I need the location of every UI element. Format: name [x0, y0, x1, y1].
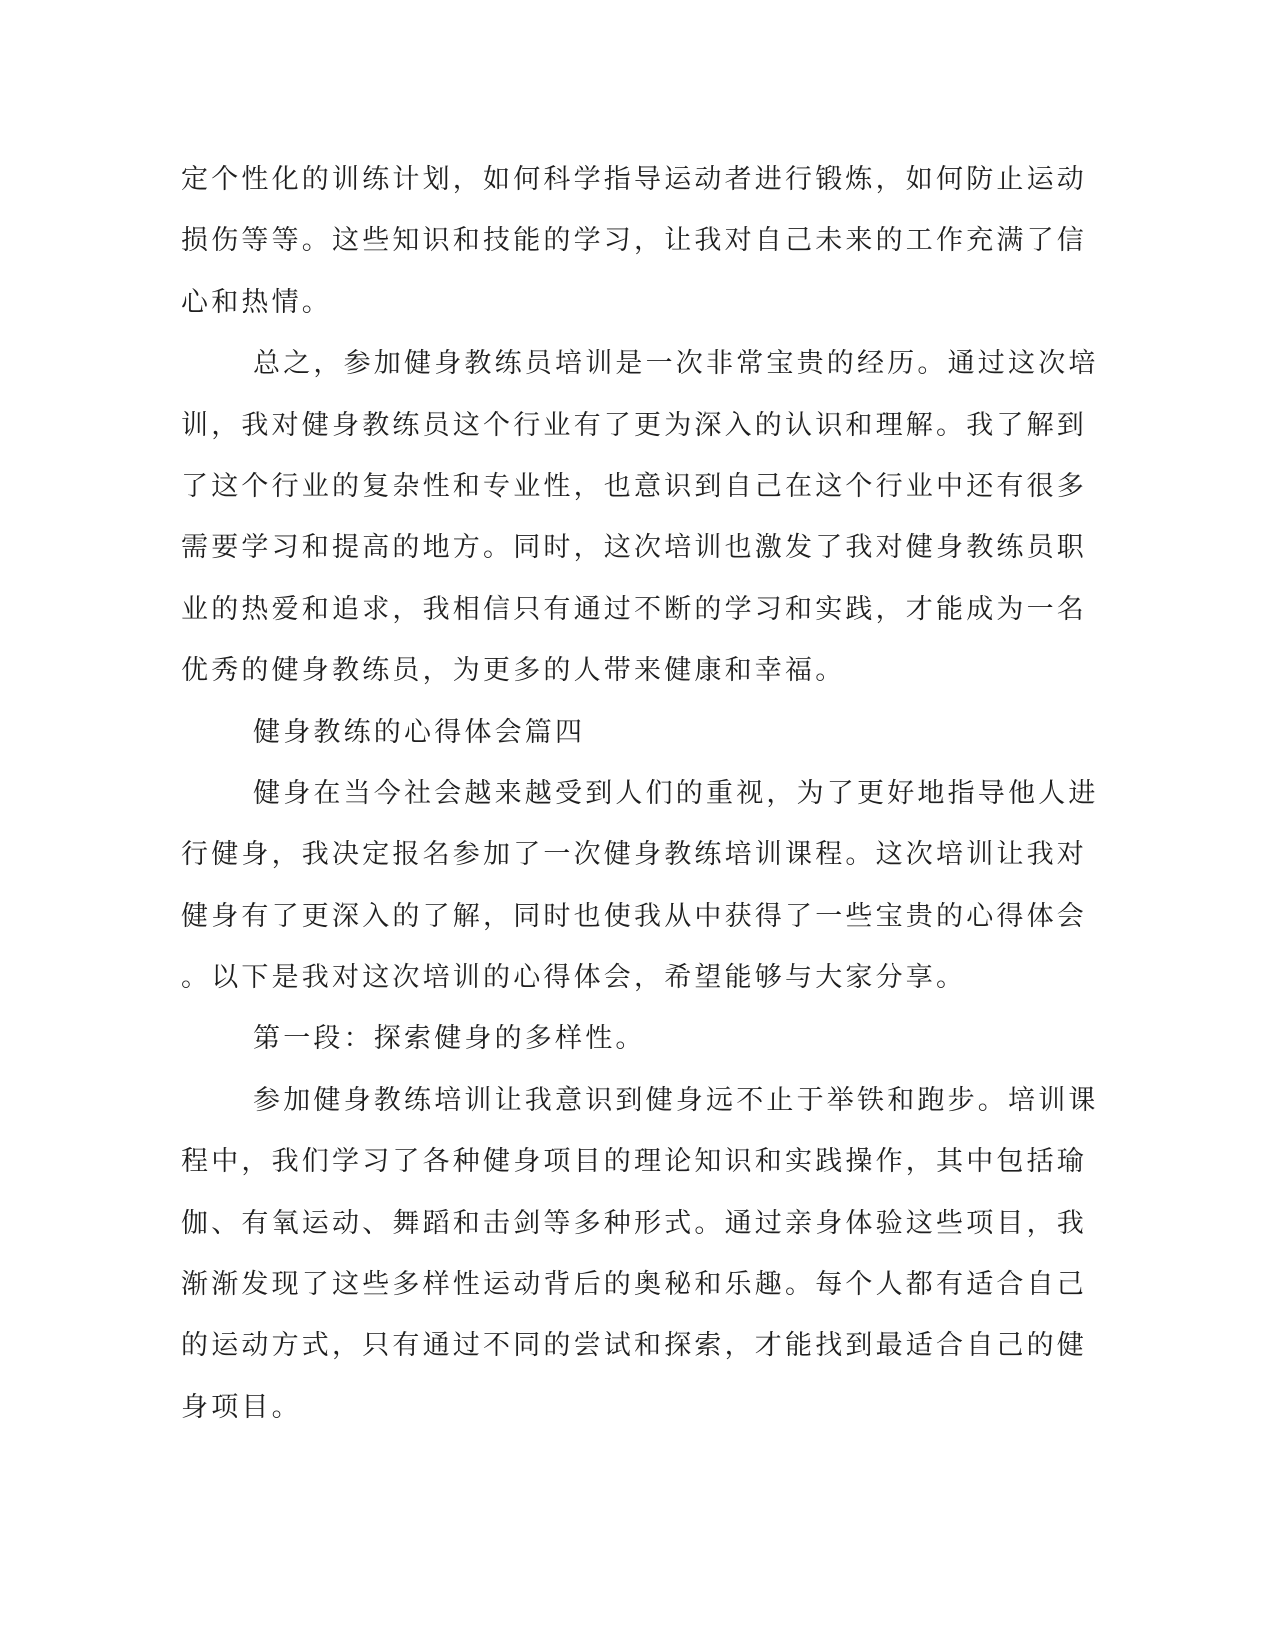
text-line: 渐渐发现了这些多样性运动背后的奥秘和乐趣。每个人都有适合自己	[181, 1269, 1087, 1301]
section-heading: 健身教练的心得体会篇四	[253, 716, 586, 748]
text-line: 需要学习和提高的地方。同时，这次培训也激发了我对健身教练员职	[181, 532, 1087, 564]
text-line: 心和热情。	[181, 286, 332, 318]
text-line: 。以下是我对这次培训的心得体会，希望能够与大家分享。	[181, 962, 967, 994]
text-line: 的运动方式，只有通过不同的尝试和探索，才能找到最适合自己的健	[181, 1330, 1087, 1362]
paragraph-first-line: 总之，参加健身教练员培训是一次非常宝贵的经历。通过这次培	[253, 348, 1099, 380]
paragraph-first-line: 参加健身教练培训让我意识到健身远不止于举铁和跑步。培训课	[253, 1084, 1099, 1116]
text-line: 行健身，我决定报名参加了一次健身教练培训课程。这次培训让我对	[181, 839, 1087, 871]
text-line: 定个性化的训练计划，如何科学指导运动者进行锻炼，如何防止运动	[181, 164, 1087, 195]
subsection-heading: 第一段：探索健身的多样性。	[253, 1023, 646, 1055]
text-line: 训，我对健身教练员这个行业有了更为深入的认识和理解。我了解到	[181, 409, 1087, 441]
text-line: 健身有了更深入的了解，同时也使我从中获得了一些宝贵的心得体会	[181, 900, 1087, 932]
text-line: 损伤等等。这些知识和技能的学习，让我对自己未来的工作充满了信	[181, 225, 1087, 257]
text-line: 程中，我们学习了各种健身项目的理论知识和实践操作，其中包括瑜	[181, 1146, 1087, 1178]
text-line: 优秀的健身教练员，为更多的人带来健康和幸福。	[181, 655, 846, 687]
paragraph-first-line: 健身在当今社会越来越受到人们的重视，为了更好地指导他人进	[253, 777, 1099, 809]
text-line: 身项目。	[181, 1391, 302, 1423]
document-body	[181, 158, 1099, 1447]
text-line: 伽、有氧运动、舞蹈和击剑等多种形式。通过亲身体验这些项目，我	[181, 1207, 1087, 1239]
text-line: 业的热爱和追求，我相信只有通过不断的学习和实践，才能成为一名	[181, 593, 1087, 625]
text-line: 了这个行业的复杂性和专业性，也意识到自己在这个行业中还有很多	[181, 470, 1087, 502]
